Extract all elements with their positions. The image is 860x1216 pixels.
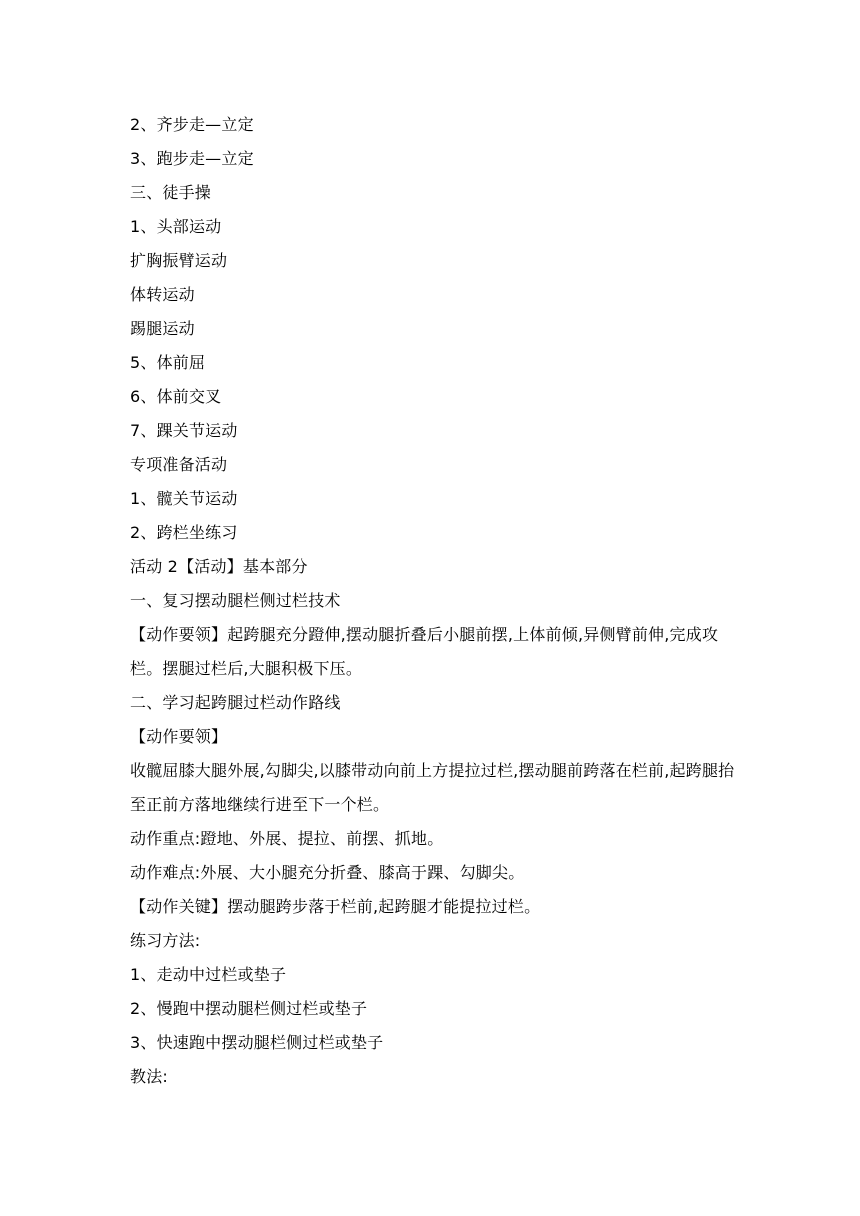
paragraph-label: 【动作要领】 bbox=[130, 727, 228, 746]
section-heading: 二、学习起跨腿过栏动作路线 bbox=[130, 693, 341, 712]
list-item: 3、跑步走—立定 bbox=[130, 149, 254, 168]
paragraph: 动作难点:外展、大小腿充分折叠、膝高于踝、勾脚尖。 bbox=[130, 863, 525, 882]
document-body bbox=[130, 108, 750, 1094]
list-item: 7、踝关节运动 bbox=[130, 421, 238, 440]
list-item: 踢腿运动 bbox=[130, 319, 195, 338]
list-item: 扩胸振臂运动 bbox=[130, 251, 228, 270]
list-item: 6、体前交叉 bbox=[130, 387, 222, 406]
section-heading: 一、复习摆动腿栏侧过栏技术 bbox=[130, 591, 341, 610]
paragraph: 动作重点:蹬地、外展、提拉、前摆、抓地。 bbox=[130, 829, 444, 848]
list-item: 体转运动 bbox=[130, 285, 195, 304]
list-item: 3、快速跑中摆动腿栏侧过栏或垫子 bbox=[130, 1033, 384, 1052]
paragraph: 【动作关键】摆动腿跨步落于栏前,起跨腿才能提拉过栏。 bbox=[130, 897, 541, 916]
paragraph: 收髋屈膝大腿外展,勾脚尖,以膝带动向前上方提拉过栏,摆动腿前跨落在栏前,起跨腿抬至正前方落地继续行进至下一个栏。 bbox=[130, 761, 735, 814]
section-heading: 活动 2【活动】基本部分 bbox=[130, 557, 308, 576]
list-item: 2、跨栏坐练习 bbox=[130, 523, 238, 542]
list-item: 1、髋关节运动 bbox=[130, 489, 238, 508]
list-item: 1、走动中过栏或垫子 bbox=[130, 965, 287, 984]
paragraph-label: 教法: bbox=[130, 1067, 168, 1086]
section-heading: 三、徒手操 bbox=[130, 183, 212, 202]
section-heading: 专项准备活动 bbox=[130, 455, 228, 474]
list-item: 1、头部运动 bbox=[130, 217, 222, 236]
list-item: 2、齐步走—立定 bbox=[130, 115, 254, 134]
list-item: 5、体前屈 bbox=[130, 353, 206, 372]
paragraph: 【动作要领】起跨腿充分蹬伸,摆动腿折叠后小腿前摆,上体前倾,异侧臂前伸,完成攻栏。摆腿过栏后,大腿积极下压。 bbox=[130, 625, 719, 678]
paragraph-label: 练习方法: bbox=[130, 931, 201, 950]
list-item: 2、慢跑中摆动腿栏侧过栏或垫子 bbox=[130, 999, 368, 1018]
